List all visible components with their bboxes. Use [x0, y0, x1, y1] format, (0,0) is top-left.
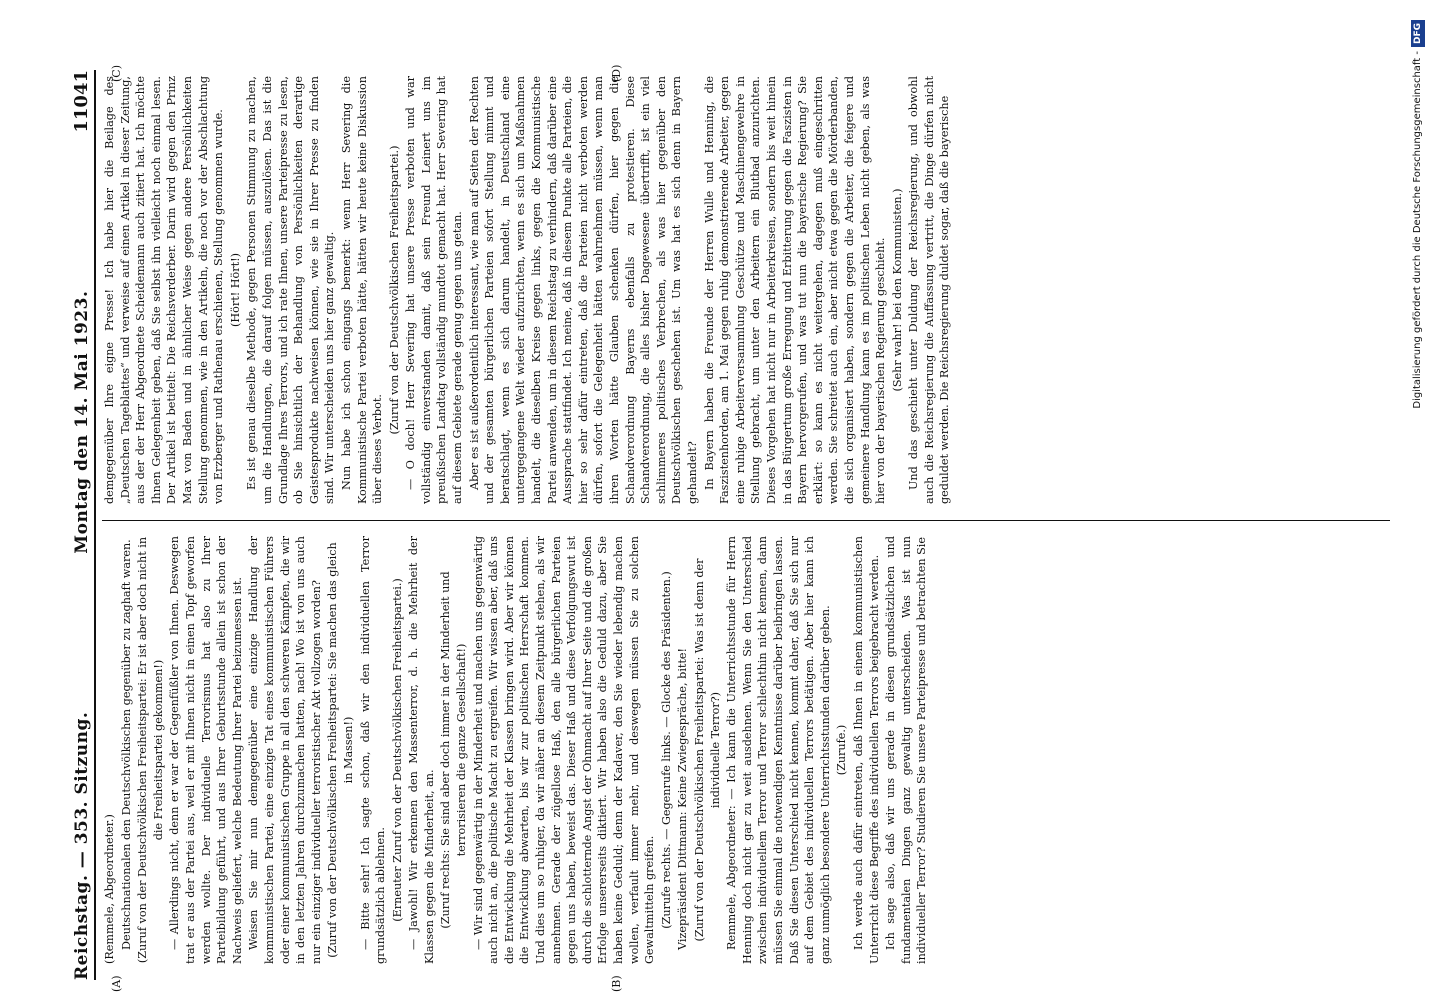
paragraph: Ich sage also, daß wir uns gerade in diesen grundsätzlichen und fundamentalen Dingen ganz gewaltig unterscheiden. Was ist nun individueller Terror? Studieren Sie unsere Parteipresse und betrachten Sie: [884, 536, 929, 964]
paragraph: Deutschnationalen den Deutschvölkischen gegenüber zu zaghaft waren.: [119, 539, 133, 950]
paragraph: Weisen Sie mir nun demgegenüber eine einzige Handlung der kommunistischen Partei, eine einzige Tat eines kommunistischen Führers oder einer kommunistischen Gruppe in all den schweren Kämpfen, die wir in den letzten Jahren durchzumachen hatten, nach! Wo ist von uns auch nur ein einziger individueller terroristischer Akt vollzogen worden?: [247, 536, 323, 964]
page-number: 11041: [71, 70, 92, 133]
paragraph: (Zuruf rechts: Sie sind aber doch immer in der Minderheit und terrorisieren die ganze Gesellschaft!): [439, 571, 469, 929]
header-session: Reichstag. — 353. Sitzung.: [72, 711, 92, 980]
dfg-logo: DFG: [1411, 20, 1425, 47]
paragraph: In Bayern haben die Freunde der Herren Wulle und Henning, die Faszistenhorden, am 1. Mai gegen ruhig demonstrierende Arbeiter, gegen eine ruhige Arbeiterversammlung Geschütze und Maschinengewehre in Stellung gebracht, um unter den Arbeitern ein Blutbad anzurichten. Dieses Vorgehen hat nicht nur in Arbeiterkreisen, sondern bis weit hinein in das Bürgertum große Erregung und Erbitterung gegen die Faszisten in Bayern hervorgerufen, und was tut nun die bayerische Regierung? Sie erklärt: so kann es nicht weitergehen, dagegen muß eingeschritten werden. Sie schreitet auch ein, aber nicht etwa gegen die Mörderbanden, die sich organisiert haben, sondern gegen die Arbeiter, die feigere und gemeinere Handlung kann es im politischen Leben nicht geben, als was hier von der bayerischen Regierung geschieht.: [702, 76, 888, 504]
header-date: Montag den 14. Mai 1923.: [72, 290, 92, 554]
margin-marker-c: (C): [110, 65, 123, 82]
paragraph: (Zuruf von der Deutschvölkischen Freiheitspartei: Was ist denn der individuelle Terror?): [692, 558, 722, 942]
paragraph: Vizepräsident Dittmann: Keine Zwiegespräche, bitte!: [676, 647, 690, 950]
left-column: [102, 536, 1390, 964]
paragraph: Remmele, Abgeordneter: — Ich kann die Unterrichtsstunde für Herrn Henning doch nicht gar zu weit ausdehnen. Wenn Sie den Unterschied zwischen individuellem Terror und Terror schlechthin nicht kennen, dann müssen Sie einmal die notwendigen Kenntnisse darüber beibringen lassen. Daß Sie diesen Unterschied nicht kennen, kommt daher, daß Sie sich nur auf dem Gebiet des individuellen Terrors betätigen. Aber hier kann ich ganz unmöglich besondere Unterrichtsstunden darüber geben.: [725, 536, 832, 964]
paragraph: — Wir sind gegenwärtig in der Minderheit und machen uns gegenwärtig auch nicht an, die politische Macht zu ergreifen. Wir wissen aber, daß uns die Entwicklung die Mehrheit der Klassen bringen wird. Aber wir können die Entwicklung abwarten, bis wir zur politischen Herrschaft kommen. Und dies um so ruhiger, da wir näher an diesem Zeitpunkt stehen, als wir annehmen. Gerade der zügellose Haß, den alle bürgerlichen Parteien gegen uns haben, beweist das. Dieser Haß und diese Verfolgungswut ist durch die schlotternde Angst der Ohnmacht auf Ihrer Seite und die großen Erfolge unsererseits diktiert. Wir haben also die Geduld dazu, aber Sie haben keine Geduld; denn der Kadaver, den Sie wieder lebendig machen wollen, verfault immer mehr, und deswegen müssen Sie zu solchen Gewaltmitteln greifen.: [471, 536, 657, 964]
paragraph: (Erneuter Zuruf von der Deutschvölkischen Freiheitspartei.): [390, 578, 404, 922]
paragraph: — Bitte sehr! Ich sagte schon, daß wir den individuellen Terror grundsätzlich ablehnen.: [358, 536, 388, 964]
paragraph: Aber es ist außerordentlich interessant, wie man auf Seiten der Rechten und der gesamten bürgerlichen Parteien sofort Stellung nimmt und beratschlagt, wenn es sich darum handelt, in Deutschland eine untergegangene Welt wieder aufzurichten, wenn es sich um Maßnahmen handelt, die dieselben Kreise gegen links, gegen die Kommunistische Partei anwenden, um in diesem Reichstag zu verhindern, daß darüber eine Aussprache stattfindet. Ich meine, daß in diesem Punkte alle Parteien, die hier so sehr dafür eintreten, daß die Parteien nicht verboten werden dürfen, sofort die Gelegenheit hätten wahrnehmen müssen, wenn man ihren Worten hätte Glauben schenken dürfen, hier gegen die Schandverordnung Bayerns ebenfalls zu protestieren. Diese Schandverordnung, die alles bisher Dagewesene übertrifft, ist ein viel schlimmeres politisches Verbrechen, als was hier gegenüber den Deutschvölkischen geschehen ist. Um was hat es sich denn in Bayern gehandelt?: [467, 76, 699, 504]
paragraph: — Allerdings nicht, denn er war der Gegenfüßler von Ihnen. Deswegen trat er aus der Partei aus, weil er mit Ihnen nicht in einen Topf geworfen werden wollte. Der individuelle Terrorismus hat also zu Ihrer Parteibildung geführt, und aus Ihrer Geburtsstunde allein ist schon der Nachweis geliefert, welche Bedeutung Ihrer Partei beizumessen ist.: [168, 536, 244, 964]
right-column: [102, 76, 1390, 504]
digitization-note: [1406, 0, 1430, 1000]
paragraph: demgegenüber Ihre eigne Presse! Ich habe hier die Beilage des „Deutschen Tageblattes“ und verweise auf einen Artikel in dieser Zeitung, aus der der Herr Abgeordnete Scheidemann auch zitiert hat. Ich möchte Ihnen Gelegenheit geben, daß Sie selbst ihn vielleicht noch einmal lesen. Der Artikel ist betitelt: Die Reichsverderber. Darin wird gegen den Prinz Max von Baden und in ähnlicher Weise gegen andere Persönlichkeiten Stellung genommen, wie in den Artikeln, die noch vor der Abschlachtung von Erzberger und Rathenau erschienen, Stellung genommen wurde.: [103, 76, 226, 504]
paragraph: (Zuruf von der Deutschvölkischen Freiheitspartei: Er ist aber doch nicht in die Freiheitspartei gekommen!): [136, 536, 165, 964]
margin-marker-b: (B): [610, 975, 623, 992]
digitization-note-text: Digitalisierung gefördert durch die Deutsche Forschungsgemeinschaft -: [1412, 51, 1423, 409]
margin-marker-a: (A): [110, 975, 123, 992]
paragraph: (Zuruf von der Deutschvölkischen Freiheitspartei.): [387, 145, 401, 435]
paragraph: — O doch! Herr Severing hat unsere Presse verboten und war vollständig einverstanden damit, daß sein Freund Leinert uns im preußischen Landtag vollständig mundtot gemacht hat. Herr Severing hat auf diesem Gebiete gerade genug gegen uns getan.: [404, 76, 465, 504]
paragraph: (Zuruf von der Deutschvölkischen Freiheitspartei: Sie machen das gleich in Massen!): [326, 542, 355, 958]
margin-marker-d: (D): [610, 64, 623, 82]
paragraph: (Sehr wahr! bei den Kommunisten.): [890, 188, 904, 392]
paragraph: (Remmele, Abgeordneter.): [103, 814, 116, 964]
paragraph: (Zurufe.): [835, 724, 849, 776]
page-header: [58, 70, 96, 980]
paragraph: (Zurufe rechts. — Gegenrufe links. — Glocke des Präsidenten.): [659, 571, 673, 929]
scanned-page: [50, 50, 1396, 1000]
paragraph: Und das geschieht unter Duldung der Reichsregierung, und obwohl auch die Reichsregierung die Auffassung vertritt, die Dinge dürfen nicht geduldet werden. Die Reichsregierung duldet sogar, daß die bayerische: [907, 76, 952, 504]
paragraph: Ich werde auch dafür eintreten, daß Ihnen in einem kommunistischen Unterricht diese Begriffe des individuellen Terrors beigebracht werden.: [851, 536, 881, 964]
paragraph: Nun habe ich schon eingangs bemerkt: wenn Herr Severing die Kommunistische Partei verboten hätte, hätten wir heute keine Diskussion über dieses Verbot.: [339, 76, 385, 504]
column-divider: [102, 520, 1390, 521]
paragraph: Es ist genau dieselbe Methode, gegen Personen Stimmung zu machen, um die Handlungen, die darauf folgen müssen, auszulösen. Das ist die Grundlage Ihres Terrors, und ich rate Ihnen, unsere Parteipresse zu lesen, ob Sie hinsichtlich der Behandlung von Persönlichkeiten derartige Geistesprodukte nachweisen können, wie sie in Ihrer Presse zu finden sind. Wir unterscheiden uns hier ganz gewaltig.: [245, 76, 337, 504]
paragraph: (Hört! Hört!): [228, 253, 242, 327]
paragraph: — Jawohl! Wir erkennen den Massenterror, d. h. die Mehrheit der Klassen gegen die Minderheit, an.: [407, 536, 436, 964]
